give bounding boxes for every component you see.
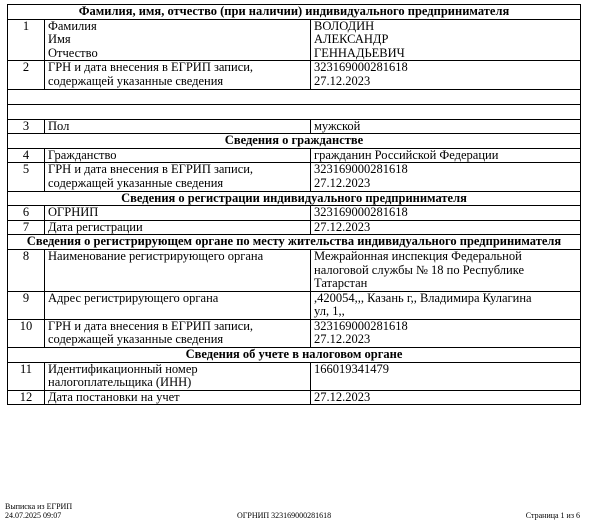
footer-page-number: Страница 1 из 6 [525, 511, 580, 520]
row-label: Адрес регистрирующего органа [45, 291, 311, 319]
row-value: Межрайонная инспекция Федеральной налоговой службы № 18 по Республике Татарстан [311, 249, 581, 291]
row-number: 9 [8, 291, 45, 319]
row-label: Дата регистрации [45, 220, 311, 235]
section-header-fio: Фамилия, имя, отчество (при наличии) индивидуального предпринимателя [8, 5, 581, 20]
row-label: ГРН и дата внесения в ЕГРИП записи, содержащей указанные сведения [45, 61, 311, 89]
row-label: Пол [45, 119, 311, 134]
section-header-citizenship: Сведения о гражданстве [8, 134, 581, 149]
footer-doc-title: Выписка из ЕГРИП [5, 502, 73, 511]
row-number: 6 [8, 206, 45, 221]
section-header-tax: Сведения об учете в налоговом органе [8, 348, 581, 363]
section-header-registration: Сведения о регистрации индивидуального предпринимателя [8, 191, 581, 206]
row-number: 10 [8, 319, 45, 347]
row-value: 323169000281618 [311, 206, 581, 221]
table-row [8, 148, 581, 163]
row-label: ГРН и дата внесения в ЕГРИП записи, содержащей указанные сведения [45, 319, 311, 347]
empty-row [8, 89, 581, 104]
table-row [8, 206, 581, 221]
table-row [8, 390, 581, 405]
row-value: ВОЛОДИН АЛЕКСАНДР ГЕННАДЬЕВИЧ [311, 19, 581, 61]
row-label: Идентификационный номер налогоплательщика (ИНН) [45, 362, 311, 390]
row-value: ,420054,,, Казань г,, Владимира Кулагина ул, 1,, [311, 291, 581, 319]
row-label: Наименование регистрирующего органа [45, 249, 311, 291]
table-row [8, 291, 581, 319]
table-row [8, 319, 581, 347]
table-row [8, 119, 581, 134]
table-row [8, 220, 581, 235]
row-label: Гражданство [45, 148, 311, 163]
footer-extract-info [5, 502, 72, 520]
row-value: 166019341479 [311, 362, 581, 390]
row-label: Фамилия Имя Отчество [45, 19, 311, 61]
row-value: 323169000281618 27.12.2023 [311, 319, 581, 347]
empty-row [8, 104, 581, 119]
row-number: 11 [8, 362, 45, 390]
row-label: ГРН и дата внесения в ЕГРИП записи, содержащей указанные сведения [45, 163, 311, 191]
row-value: 323169000281618 27.12.2023 [311, 61, 581, 89]
footer-ogrnip: ОГРНИП 323169000281618 [237, 511, 332, 520]
row-number: 12 [8, 390, 45, 405]
table-row [8, 61, 581, 89]
empty-cell [8, 104, 581, 119]
row-value: 27.12.2023 [311, 220, 581, 235]
table-row [8, 249, 581, 291]
empty-cell [8, 89, 581, 104]
row-value: мужской [311, 119, 581, 134]
row-value: 323169000281618 27.12.2023 [311, 163, 581, 191]
footer-timestamp: 24.07.2025 09:07 [5, 511, 62, 520]
egrip-extract-table [7, 4, 581, 405]
row-number: 3 [8, 119, 45, 134]
table-row [8, 362, 581, 390]
row-label: Дата постановки на учет [45, 390, 311, 405]
table-row [8, 19, 581, 61]
row-number: 5 [8, 163, 45, 191]
row-number: 2 [8, 61, 45, 89]
row-value: 27.12.2023 [311, 390, 581, 405]
row-number: 1 [8, 19, 45, 61]
section-header-reg-organ: Сведения о регистрирующем органе по месту жительства индивидуального предпринимателя [8, 235, 581, 250]
row-value: гражданин Российской Федерации [311, 148, 581, 163]
row-label: ОГРНИП [45, 206, 311, 221]
table-row [8, 163, 581, 191]
row-number: 4 [8, 148, 45, 163]
row-number: 8 [8, 249, 45, 291]
row-number: 7 [8, 220, 45, 235]
